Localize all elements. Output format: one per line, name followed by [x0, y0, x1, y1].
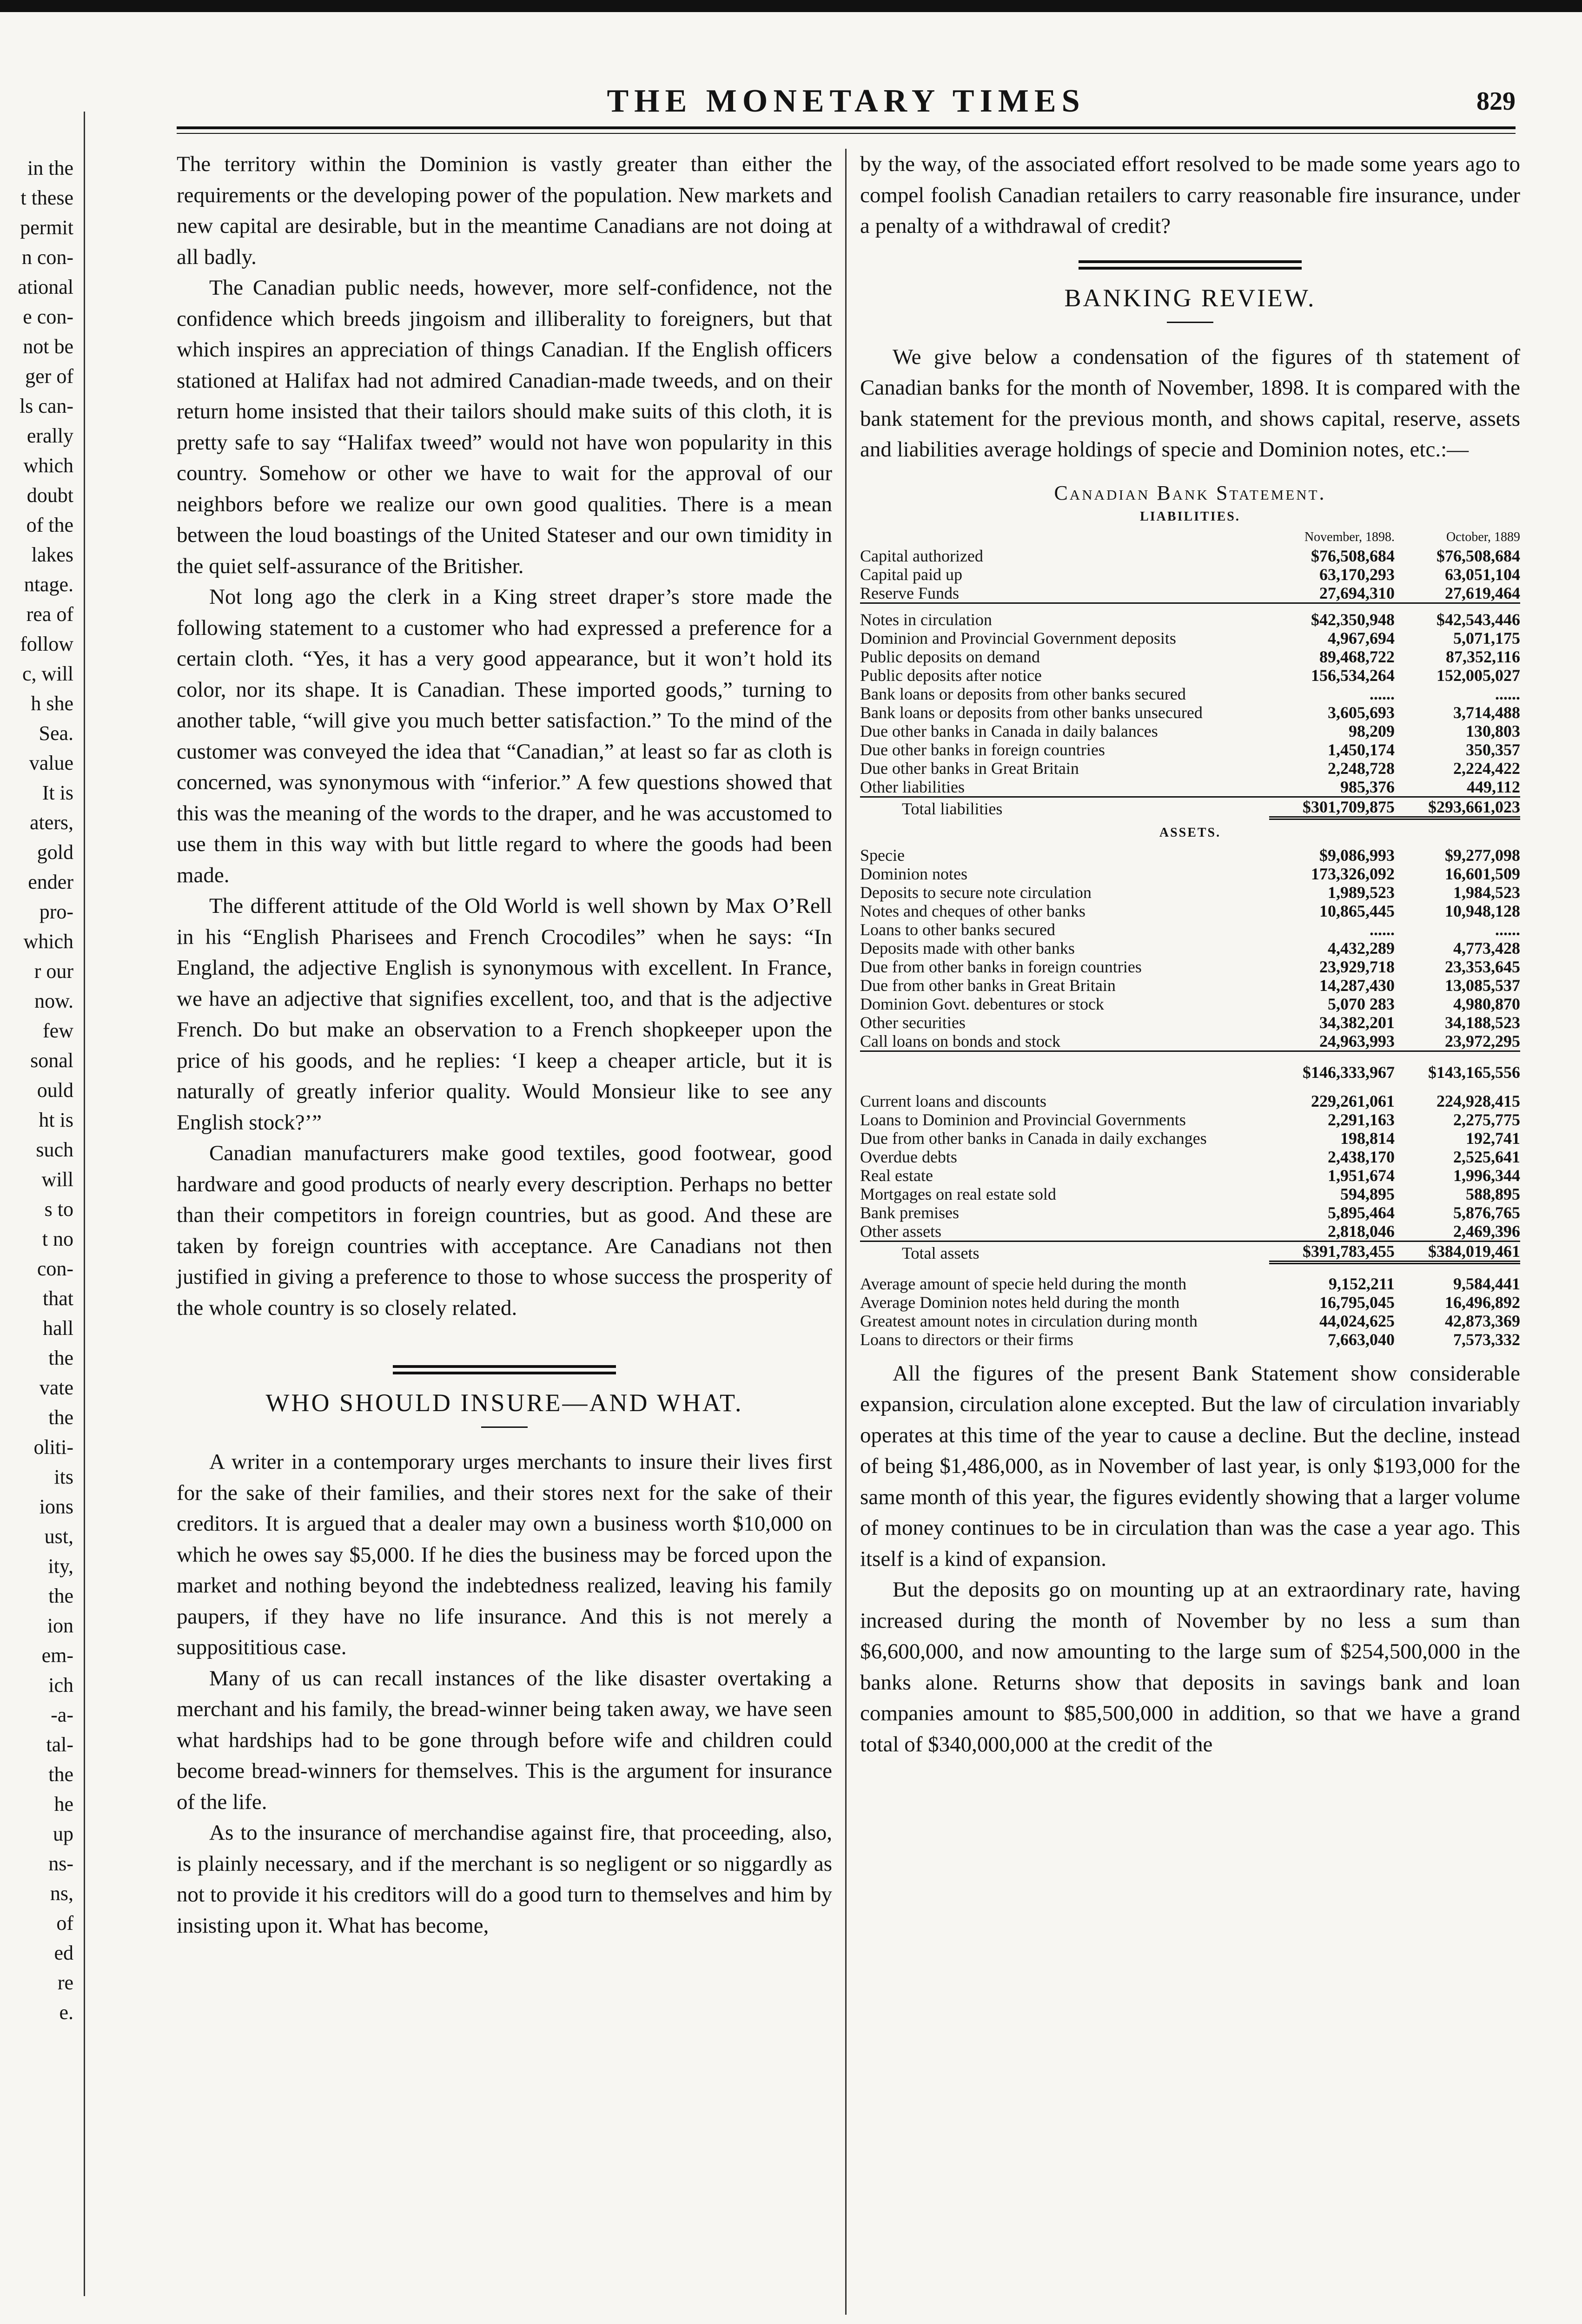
row-label: Dominion notes — [860, 864, 967, 883]
table-row — [860, 759, 1520, 778]
row-label: Other assets — [860, 1221, 941, 1241]
row-value-october: 13,085,537 — [1445, 976, 1520, 995]
row-value-october: 34,188,523 — [1445, 1013, 1520, 1032]
paragraph: As to the insurance of merchandise against fire, that proceeding, also, is plainly necessary, and if the merchant is so negligent or so niggardly as not to provide it his creditors will do a good turn to themselves and him by insisting upon it. What has become, — [177, 1821, 832, 1938]
running-title: THE MONETARY TIMES — [607, 83, 1086, 119]
table-header-row — [860, 528, 1520, 547]
margin-fragment: oliti- — [33, 1436, 73, 1459]
margin-fragment: s to — [44, 1198, 73, 1221]
row-value-october: 130,803 — [1466, 721, 1520, 740]
row-label: Loans to Dominion and Provincial Governments — [860, 1110, 1186, 1129]
row-value-october: 152,005,027 — [1436, 666, 1520, 685]
margin-fragment: the — [48, 1406, 73, 1429]
row-label: Average amount of specie held during the month — [860, 1274, 1187, 1293]
row-value-october: $42,543,446 — [1395, 603, 1520, 629]
margin-fragment: Sea. — [39, 722, 73, 745]
top-border-rule — [0, 0, 1582, 12]
row-value-october: 27,619,464 — [1445, 583, 1520, 602]
table-row — [860, 1013, 1520, 1032]
row-value-october: 1,996,344 — [1453, 1166, 1520, 1185]
margin-fragment: of — [56, 1912, 73, 1934]
row-label: Deposits made with other banks — [860, 938, 1075, 957]
paragraph: Many of us can recall instances of the like disaster overtaking a merchant and his family, the bread-winner being taken away, we have seen what hardships had to be gone through before wife and children could become bread-winners for themselves. This is the argument for insurance of the life. — [177, 1666, 832, 1814]
margin-fragment: hall — [43, 1317, 73, 1340]
row-value-october: 23,972,295 — [1445, 1031, 1520, 1050]
table-row — [860, 1129, 1520, 1148]
paragraph: But the deposits go on mounting up at an extraordinary rate, having increased during the month of November by no less a sum than $6,600,000, and now amounting to the large sum of $254,500,000 in the banks alone. Returns show that deposits in savings bank and loan companies amount to $85,500,000 in addition, so that we have a grand total of $340,000,000 at the credit of the — [860, 1578, 1520, 1756]
margin-fragment: sonal — [30, 1049, 73, 1072]
row-value-november: 2,818,046 — [1328, 1221, 1395, 1241]
row-value-november: 98,209 — [1349, 721, 1395, 740]
paragraph: Not long ago the clerk in a King street draper’s store made the following statement to a customer who had expressed a preference for a certain cloth. “Yes, it has a very good appearance, but it won’t hold its color, nor its shape. It is Canadian. These imported goods,” turning to another table, “will give you much better satisfaction.” To the mind of the customer was conveyed the idea that “Canadian,” at least so far as cloth is concerned, was synonymous with “inferior.” A few questions showed that this was the meaning of the words to the draper, and he was accustomed to use them in this way with but little regard to where the goods had been made. — [177, 585, 832, 887]
table-row — [860, 778, 1520, 797]
row-label: Due from other banks in Great Britain — [860, 976, 1116, 995]
row-label: Capital authorized — [860, 546, 983, 565]
row-value-october: 2,469,396 — [1453, 1221, 1520, 1241]
margin-fragment: that — [43, 1287, 73, 1310]
margin-fragment: which — [23, 930, 73, 953]
row-value-october: 224,928,415 — [1436, 1091, 1520, 1110]
margin-fragment: t these — [20, 186, 73, 209]
table-row — [860, 647, 1520, 666]
margin-fragment: up — [53, 1822, 73, 1845]
table-row — [860, 603, 1520, 629]
margin-fragment: ould — [37, 1079, 73, 1102]
row-value-october: 192,741 — [1466, 1129, 1520, 1148]
row-value-october: 2,224,422 — [1453, 759, 1520, 778]
row-label: Due from other banks in foreign countries — [860, 957, 1142, 976]
page-gutter-line — [84, 112, 85, 2296]
margin-fragment: e. — [59, 2001, 73, 2024]
table-row — [860, 740, 1520, 759]
paragraph: Canadian manufacturers make good textiles, good footwear, good hardware and good products of nearly every description. Perhaps no better than their competitors in foreign countries, but as good. And these are taken by foreign countries with acceptance. Are Canadians not then justified in giving a preference to those to whose success the prosperity of the whole country is so closely related. — [177, 1141, 832, 1320]
margin-fragment: follow — [20, 633, 73, 655]
row-value-november: 2,438,170 — [1328, 1147, 1395, 1166]
row-label: Dominion and Provincial Government deposits — [860, 628, 1176, 647]
row-value-october: $76,508,684 — [1436, 546, 1520, 565]
row-value-october: ...... — [1495, 920, 1520, 939]
row-value-october: 2,275,775 — [1453, 1110, 1520, 1129]
row-value-november: 10,865,445 — [1319, 901, 1395, 920]
margin-fragment: con- — [37, 1257, 73, 1280]
paragraph-intro: We give below a condensation of the figures of th statement of Canadian banks for the month of November, 1898. It is compared with the bank statement for the previous month, and shows capital, reserve, assets and liabilities average holdings of specie and Dominion notes, etc.:— — [860, 344, 1520, 462]
header-rule — [177, 126, 1516, 129]
margin-fragment: he — [54, 1793, 73, 1816]
liabilities-label: LIABILITIES. — [1140, 509, 1240, 524]
margin-fragment: gold — [37, 841, 73, 864]
margin-fragment: -a- — [51, 1703, 73, 1726]
row-value-november: 2,291,163 — [1328, 1110, 1395, 1129]
margin-fragment: ich — [48, 1674, 73, 1697]
row-value-october: 4,980,870 — [1453, 994, 1520, 1013]
table-row — [860, 1312, 1520, 1330]
short-rule — [481, 1426, 528, 1428]
margin-fragment: the — [48, 1763, 73, 1786]
margin-fragment: rea of — [26, 603, 73, 626]
table-row — [860, 1092, 1520, 1110]
page-number: 829 — [1476, 87, 1516, 116]
row-value-october: 588,895 — [1466, 1184, 1520, 1203]
row-value-november: 9,152,211 — [1328, 1274, 1395, 1293]
row-value-november: 1,989,523 — [1328, 883, 1395, 902]
section-separator-rule — [393, 1365, 616, 1374]
margin-fragment: ions — [39, 1495, 73, 1518]
row-value-october: 16,601,509 — [1445, 864, 1520, 883]
margin-fragment: ht is — [39, 1109, 73, 1131]
row-value-november: $9,086,993 — [1319, 845, 1395, 865]
row-value-november: ...... — [1370, 684, 1395, 703]
margin-fragment: e con- — [23, 305, 73, 328]
margin-fragment: doubt — [26, 484, 73, 507]
paragraph: The different attitude of the Old World is well shown by Max O’Rell in his “English Pharisees and French Crocodiles” when he says: “In England, the adjective English is synonymous with excellent. In France, we have an adjective that signifies excellent, too, and that is the adjective French. Do but make an observation to a French shopkeeper upon the price of his goods, and he replies: ‘I keep a cheaper article, but it is naturally of greatly inferior quality. Would Monsieur like to see any English stock?’” — [177, 894, 832, 1135]
row-label: Notes in circulation — [860, 603, 1269, 629]
margin-fragment: its — [54, 1466, 73, 1488]
row-value-november: 7,663,040 — [1328, 1330, 1395, 1349]
section-heading-banking: BANKING REVIEW. — [1064, 284, 1316, 312]
row-label: Total assets — [860, 1241, 1269, 1262]
row-label: Other liabilities — [860, 777, 965, 796]
row-value-october: 10,948,128 — [1445, 901, 1520, 920]
table-row — [860, 976, 1520, 995]
column-header-november: November, 1898. — [1304, 529, 1395, 544]
assets-label: ASSETS. — [1159, 825, 1221, 840]
table-row — [860, 1203, 1520, 1222]
row-value-november: 89,468,722 — [1319, 647, 1395, 666]
table-row — [860, 865, 1520, 883]
margin-fragment: ational — [18, 276, 73, 298]
row-value-november: 1,450,174 — [1328, 740, 1395, 759]
margin-fragment: aters, — [29, 811, 73, 834]
row-value-november: 16,795,045 — [1319, 1293, 1395, 1312]
row-label: Call loans on bonds and stock — [860, 1031, 1060, 1050]
row-value-october: 5,071,175 — [1453, 628, 1520, 647]
paragraph: All the figures of the present Bank Statement show considerable expansion, circulation alone excepted. But the law of circulation invariably operates at this time of the year to cause a decline. But the decline, instead of being $1,486,000, as in November of last year, is only $193,000 for the same month of this year, the figures evidently showing that a larger volume of money continues to be in circulation than was the case a year ago. This itself is a kind of expansion. — [860, 1361, 1520, 1571]
row-label: Greatest amount notes in circulation during month — [860, 1311, 1198, 1330]
column-divider — [845, 149, 847, 2315]
row-value-november: 44,024,625 — [1319, 1311, 1395, 1330]
row-label: Loans to other banks secured — [860, 920, 1055, 939]
margin-fragment: such — [36, 1138, 73, 1161]
margin-fragment: It is — [42, 781, 73, 804]
row-value-november: 3,605,693 — [1328, 703, 1395, 722]
row-label: Bank premises — [860, 1203, 959, 1222]
row-value-october: 350,357 — [1466, 740, 1520, 759]
margin-fragment: ion — [47, 1614, 73, 1637]
margin-fragment: n con- — [21, 246, 73, 269]
row-label: Public deposits after notice — [860, 666, 1042, 685]
row-value-november: 2,248,728 — [1328, 759, 1395, 778]
row-value-november: ...... — [1370, 920, 1395, 939]
row-value-november: 34,382,201 — [1319, 1013, 1395, 1032]
row-value-november: 63,170,293 — [1319, 565, 1395, 584]
short-rule — [1167, 322, 1213, 323]
row-value-october: 87,352,116 — [1445, 647, 1520, 666]
bank-statement-table — [860, 528, 1520, 1349]
margin-fragment: vate — [39, 1376, 73, 1399]
table-row — [860, 995, 1520, 1013]
row-label: Mortgages on real estate sold — [860, 1184, 1056, 1203]
row-value-november: $301,709,875 — [1269, 797, 1395, 818]
row-value-november: 27,694,310 — [1319, 583, 1395, 602]
margin-fragment: erally — [26, 424, 73, 447]
column-header-october: October, 1889 — [1446, 529, 1520, 544]
margin-fragment: not be — [23, 335, 73, 358]
left-column — [177, 149, 832, 1941]
row-value-november: 173,326,092 — [1311, 864, 1395, 883]
paragraph: The Canadian public needs, however, more self-confidence, not the confidence which breeds jingoism and illiberality to foreigners, but that which inspires an appreciation of things Canadian. If the English officers stationed at Halifax had not admired Canadian-made tweeds, and on their return home insisted that their tailors should make suits of this cloth, it is pretty safe to say “Halifax tweed” would not have won popularity in this country. Somehow or other we have to wait for the approval of our neighbors before we realize our own good qualities. There is a mean between the loud boastings of the United Stateser and our own timidity in the quiet self-assurance of the Britisher. — [177, 276, 832, 578]
margin-fragment: value — [29, 752, 73, 774]
row-value-october: 1,984,523 — [1453, 883, 1520, 902]
paragraph: A writer in a contemporary urges merchants to insure their lives first for the sake of their families, and their stores next for the sake of their creditors. It is argued that a dealer may own a business worth $10,000 on which he owes say $5,000. If he dies the business may be forced upon the market and nothing beyond the indebtedness realized, leaving his family paupers, if they have no life insurance. And this is not merely a supposititious case. — [177, 1450, 832, 1659]
row-label: Due other banks in foreign countries — [860, 740, 1105, 759]
row-label: Due other banks in Great Britain — [860, 759, 1079, 778]
margin-fragment: ntage. — [24, 573, 73, 596]
margin-fragment: few — [43, 1019, 73, 1042]
margin-fragment: re — [57, 1971, 73, 1994]
table-row — [860, 629, 1520, 647]
paragraph: by the way, of the associated effort resolved to be made some years ago to compel foolish Canadian retailers to carry reasonable fire insurance, under a penalty of a withdrawal of credit? — [860, 152, 1520, 238]
row-label: Bank loans or deposits from other banks unsecured — [860, 703, 1203, 722]
table-row — [860, 1185, 1520, 1203]
row-value-october: 9,584,441 — [1453, 1274, 1520, 1293]
table-row — [860, 1330, 1520, 1349]
row-value-november: 229,261,061 — [1311, 1091, 1395, 1110]
paragraph: The territory within the Dominion is vastly greater than either the requirements or the developing power of the population. New markets and new capital are desirable, but in the meantime Canadians are not doing at all badly. — [177, 152, 832, 269]
row-label: Current loans and discounts — [860, 1091, 1046, 1110]
margin-fragment: ender — [28, 871, 73, 893]
row-value-november: 594,895 — [1340, 1184, 1395, 1203]
row-value-november: $76,508,684 — [1311, 546, 1395, 565]
page-header — [177, 83, 1516, 125]
table-row — [860, 902, 1520, 920]
row-label: Overdue debts — [860, 1147, 957, 1166]
adjacent-page-fragments — [0, 153, 79, 2024]
table-row — [860, 939, 1520, 957]
row-value-october: $384,019,461 — [1395, 1241, 1520, 1262]
row-label: Average Dominion notes held during the month — [860, 1293, 1180, 1312]
row-value-october: 2,525,641 — [1453, 1147, 1520, 1166]
margin-fragment: which — [23, 454, 73, 477]
table-row — [860, 722, 1520, 740]
row-label: Capital paid up — [860, 565, 962, 584]
table-row — [860, 920, 1520, 939]
row-label: Public deposits on demand — [860, 647, 1040, 666]
margin-fragment: ls can- — [19, 395, 73, 417]
margin-fragment: ed — [54, 1941, 73, 1964]
table-title: Canadian Bank Statement. — [1054, 481, 1326, 504]
row-label: Bank loans or deposits from other banks secured — [860, 684, 1186, 703]
margin-fragment: the — [48, 1585, 73, 1607]
margin-fragment: c, will — [22, 662, 73, 685]
margin-fragment: permit — [20, 216, 73, 239]
margin-fragment: the — [48, 1347, 73, 1369]
row-value-october: 4,773,428 — [1453, 938, 1520, 957]
row-value-october: $143,165,556 — [1395, 1051, 1520, 1082]
row-value-october: 5,876,765 — [1453, 1203, 1520, 1222]
margin-fragment: now. — [34, 990, 73, 1012]
row-label: Deposits to secure note circulation — [860, 883, 1092, 902]
margin-fragment: t no — [42, 1228, 73, 1250]
table-row — [860, 1166, 1520, 1185]
row-label: Real estate — [860, 1166, 933, 1185]
row-value-november: 24,963,993 — [1319, 1031, 1395, 1050]
table-row — [860, 685, 1520, 703]
margin-fragment: lakes — [31, 543, 73, 566]
table-row — [860, 1148, 1520, 1166]
header-rule-thin — [177, 133, 1516, 134]
row-value-november: 23,929,718 — [1319, 957, 1395, 976]
table-row — [860, 957, 1520, 976]
row-value-october: $9,277,098 — [1445, 845, 1520, 865]
table-row — [860, 1032, 1520, 1051]
row-label: Dominion Govt. debentures or stock — [860, 994, 1104, 1013]
row-value-november: 156,534,264 — [1311, 666, 1395, 685]
row-value-october: $293,661,023 — [1395, 797, 1520, 818]
margin-fragment: ns, — [50, 1882, 73, 1905]
row-value-october: 42,873,369 — [1445, 1311, 1520, 1330]
row-value-november: $42,350,948 — [1269, 603, 1395, 629]
row-value-november: 5,895,464 — [1328, 1203, 1395, 1222]
margin-fragment: ity, — [48, 1555, 73, 1578]
margin-fragment: will — [41, 1168, 73, 1191]
table-row — [860, 1274, 1520, 1293]
section-heading-insure: WHO SHOULD INSURE—AND WHAT. — [265, 1389, 743, 1417]
total-assets-row — [860, 1241, 1520, 1262]
table-row — [860, 666, 1520, 685]
table-row — [860, 883, 1520, 902]
row-label: Total liabilities — [860, 797, 1269, 818]
asset-subtotal-row — [860, 1051, 1520, 1082]
table-row — [860, 703, 1520, 722]
row-value-november: $391,783,455 — [1269, 1241, 1395, 1262]
row-value-october: 23,353,645 — [1445, 957, 1520, 976]
row-value-november: 1,951,674 — [1328, 1166, 1395, 1185]
row-value-november: $146,333,967 — [1269, 1051, 1395, 1082]
table-row — [860, 1293, 1520, 1312]
table-row — [860, 846, 1520, 865]
row-label: Loans to directors or their firms — [860, 1330, 1073, 1349]
row-value-october: 63,051,104 — [1445, 565, 1520, 584]
row-value-october: 7,573,332 — [1453, 1330, 1520, 1349]
margin-fragment: ns- — [48, 1852, 73, 1875]
margin-fragment: tal- — [46, 1733, 73, 1756]
row-label: Reserve Funds — [860, 583, 959, 602]
row-value-october: 3,714,488 — [1453, 703, 1520, 722]
row-label: Due from other banks in Canada in daily exchanges — [860, 1129, 1207, 1148]
right-column — [860, 149, 1520, 1760]
table-row — [860, 1110, 1520, 1129]
margin-fragment: ust, — [44, 1525, 73, 1548]
margin-fragment: pro- — [39, 900, 73, 923]
margin-fragment: in the — [27, 157, 73, 179]
assets-label-row — [860, 818, 1520, 846]
margin-fragment: h she — [31, 692, 73, 715]
margin-fragment: r our — [34, 960, 73, 983]
table-row — [860, 1222, 1520, 1241]
margin-fragment: of the — [26, 514, 73, 536]
row-value-november: 985,376 — [1340, 777, 1395, 796]
row-label: Other securities — [860, 1013, 966, 1032]
table-row — [860, 565, 1520, 584]
row-label: Notes and cheques of other banks — [860, 901, 1086, 920]
section-separator-rule — [1079, 260, 1302, 270]
row-value-october: ...... — [1495, 684, 1520, 703]
row-value-november: 198,814 — [1340, 1129, 1395, 1148]
row-value-november: 14,287,430 — [1319, 976, 1395, 995]
row-value-november: 5,070 283 — [1328, 994, 1395, 1013]
row-label: Specie — [860, 845, 905, 865]
table-row — [860, 584, 1520, 603]
table-row — [860, 547, 1520, 565]
margin-fragment: ger of — [25, 365, 73, 388]
row-value-november: 4,432,289 — [1328, 938, 1395, 957]
row-label: Due other banks in Canada in daily balances — [860, 721, 1158, 740]
row-value-october: 449,112 — [1466, 777, 1520, 796]
margin-fragment: em- — [41, 1644, 73, 1667]
row-value-october: 16,496,892 — [1445, 1293, 1520, 1312]
total-liabilities-row — [860, 797, 1520, 818]
row-value-november: 4,967,694 — [1328, 628, 1395, 647]
